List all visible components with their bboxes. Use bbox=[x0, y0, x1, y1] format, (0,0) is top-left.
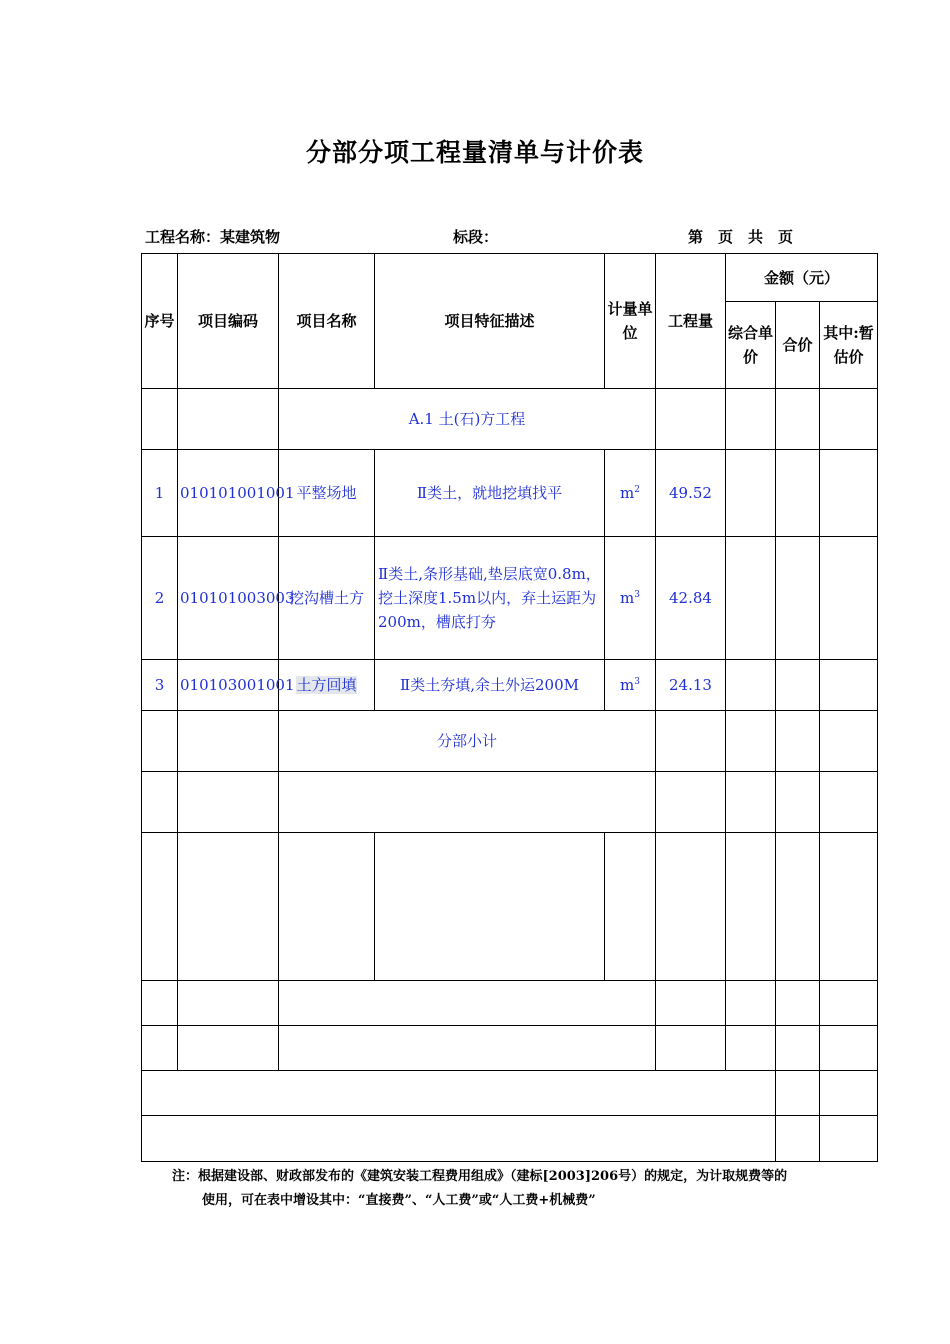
header-code: 项目编码 bbox=[178, 254, 279, 389]
row-code: 010101001001 bbox=[178, 450, 279, 537]
subtotal-label: 分部小计 bbox=[279, 711, 656, 772]
section-title: A.1 土(石)方工程 bbox=[279, 389, 656, 450]
section-label: 标段： bbox=[453, 228, 499, 246]
row-desc: Ⅱ类土，就地挖填找平 bbox=[375, 450, 605, 537]
row-name: 挖沟槽土方 bbox=[279, 537, 375, 660]
row-qty: 42.84 bbox=[656, 537, 726, 660]
row-qty: 49.52 bbox=[656, 450, 726, 537]
footnote bbox=[172, 1165, 787, 1213]
header-unit-price: 综合单价 bbox=[726, 302, 776, 389]
row-unit: $m^2$ bbox=[605, 450, 656, 537]
row-seq: 1 bbox=[142, 450, 178, 537]
section-row bbox=[142, 389, 878, 450]
quantity-pricing-table bbox=[141, 253, 878, 1162]
header-amount: 金额（元） bbox=[726, 254, 878, 302]
total-row bbox=[142, 1071, 878, 1116]
header-qty: 工程量 bbox=[656, 254, 726, 389]
row-qty: 24.13 bbox=[656, 660, 726, 711]
header-provisional: 其中:暂估价 bbox=[820, 302, 878, 389]
row-desc: Ⅱ类土,条形基础,垫层底宽0.8m，挖土深度1.5m以内，弃土运距为200m，槽底打夯 bbox=[375, 537, 605, 660]
row-code: 010101003003 bbox=[178, 537, 279, 660]
empty-row bbox=[142, 772, 878, 833]
table-row bbox=[142, 450, 878, 537]
header-desc: 项目特征描述 bbox=[375, 254, 605, 389]
subtotal-row bbox=[142, 711, 878, 772]
row-name: 平整场地 bbox=[279, 450, 375, 537]
row-seq: 2 bbox=[142, 537, 178, 660]
row-desc: Ⅱ类土夯填,余土外运200M bbox=[375, 660, 605, 711]
total-row bbox=[142, 1116, 878, 1162]
table-row bbox=[142, 660, 878, 711]
row-seq: 3 bbox=[142, 660, 178, 711]
page-title: 分部分项工程量清单与计价表 bbox=[305, 138, 644, 167]
header-total: 合价 bbox=[776, 302, 820, 389]
row-name: 土方回填 bbox=[279, 660, 375, 711]
footnote-line-1: 注：根据建设部、财政部发布的《建筑安装工程费用组成》（建标[2003]206号）的规定，为计取规费等的 bbox=[172, 1169, 788, 1184]
page-counter: 第 页 共 页 bbox=[688, 228, 794, 246]
empty-row bbox=[142, 833, 878, 981]
project-name: 工程名称：某建筑物 bbox=[145, 228, 281, 246]
empty-row bbox=[142, 1026, 878, 1071]
header-unit: 计量单位 bbox=[605, 254, 656, 389]
table-row bbox=[142, 537, 878, 660]
footnote-line-2: 使用，可在表中增设其中：“直接费”、“人工费”或“人工费+机械费” bbox=[202, 1193, 596, 1208]
empty-row bbox=[142, 981, 878, 1026]
row-unit: $m^3$ bbox=[605, 537, 656, 660]
header-seq: 序号 bbox=[142, 254, 178, 389]
row-unit: $m^3$ bbox=[605, 660, 656, 711]
row-code: 010103001001 bbox=[178, 660, 279, 711]
header-name: 项目名称 bbox=[279, 254, 375, 389]
